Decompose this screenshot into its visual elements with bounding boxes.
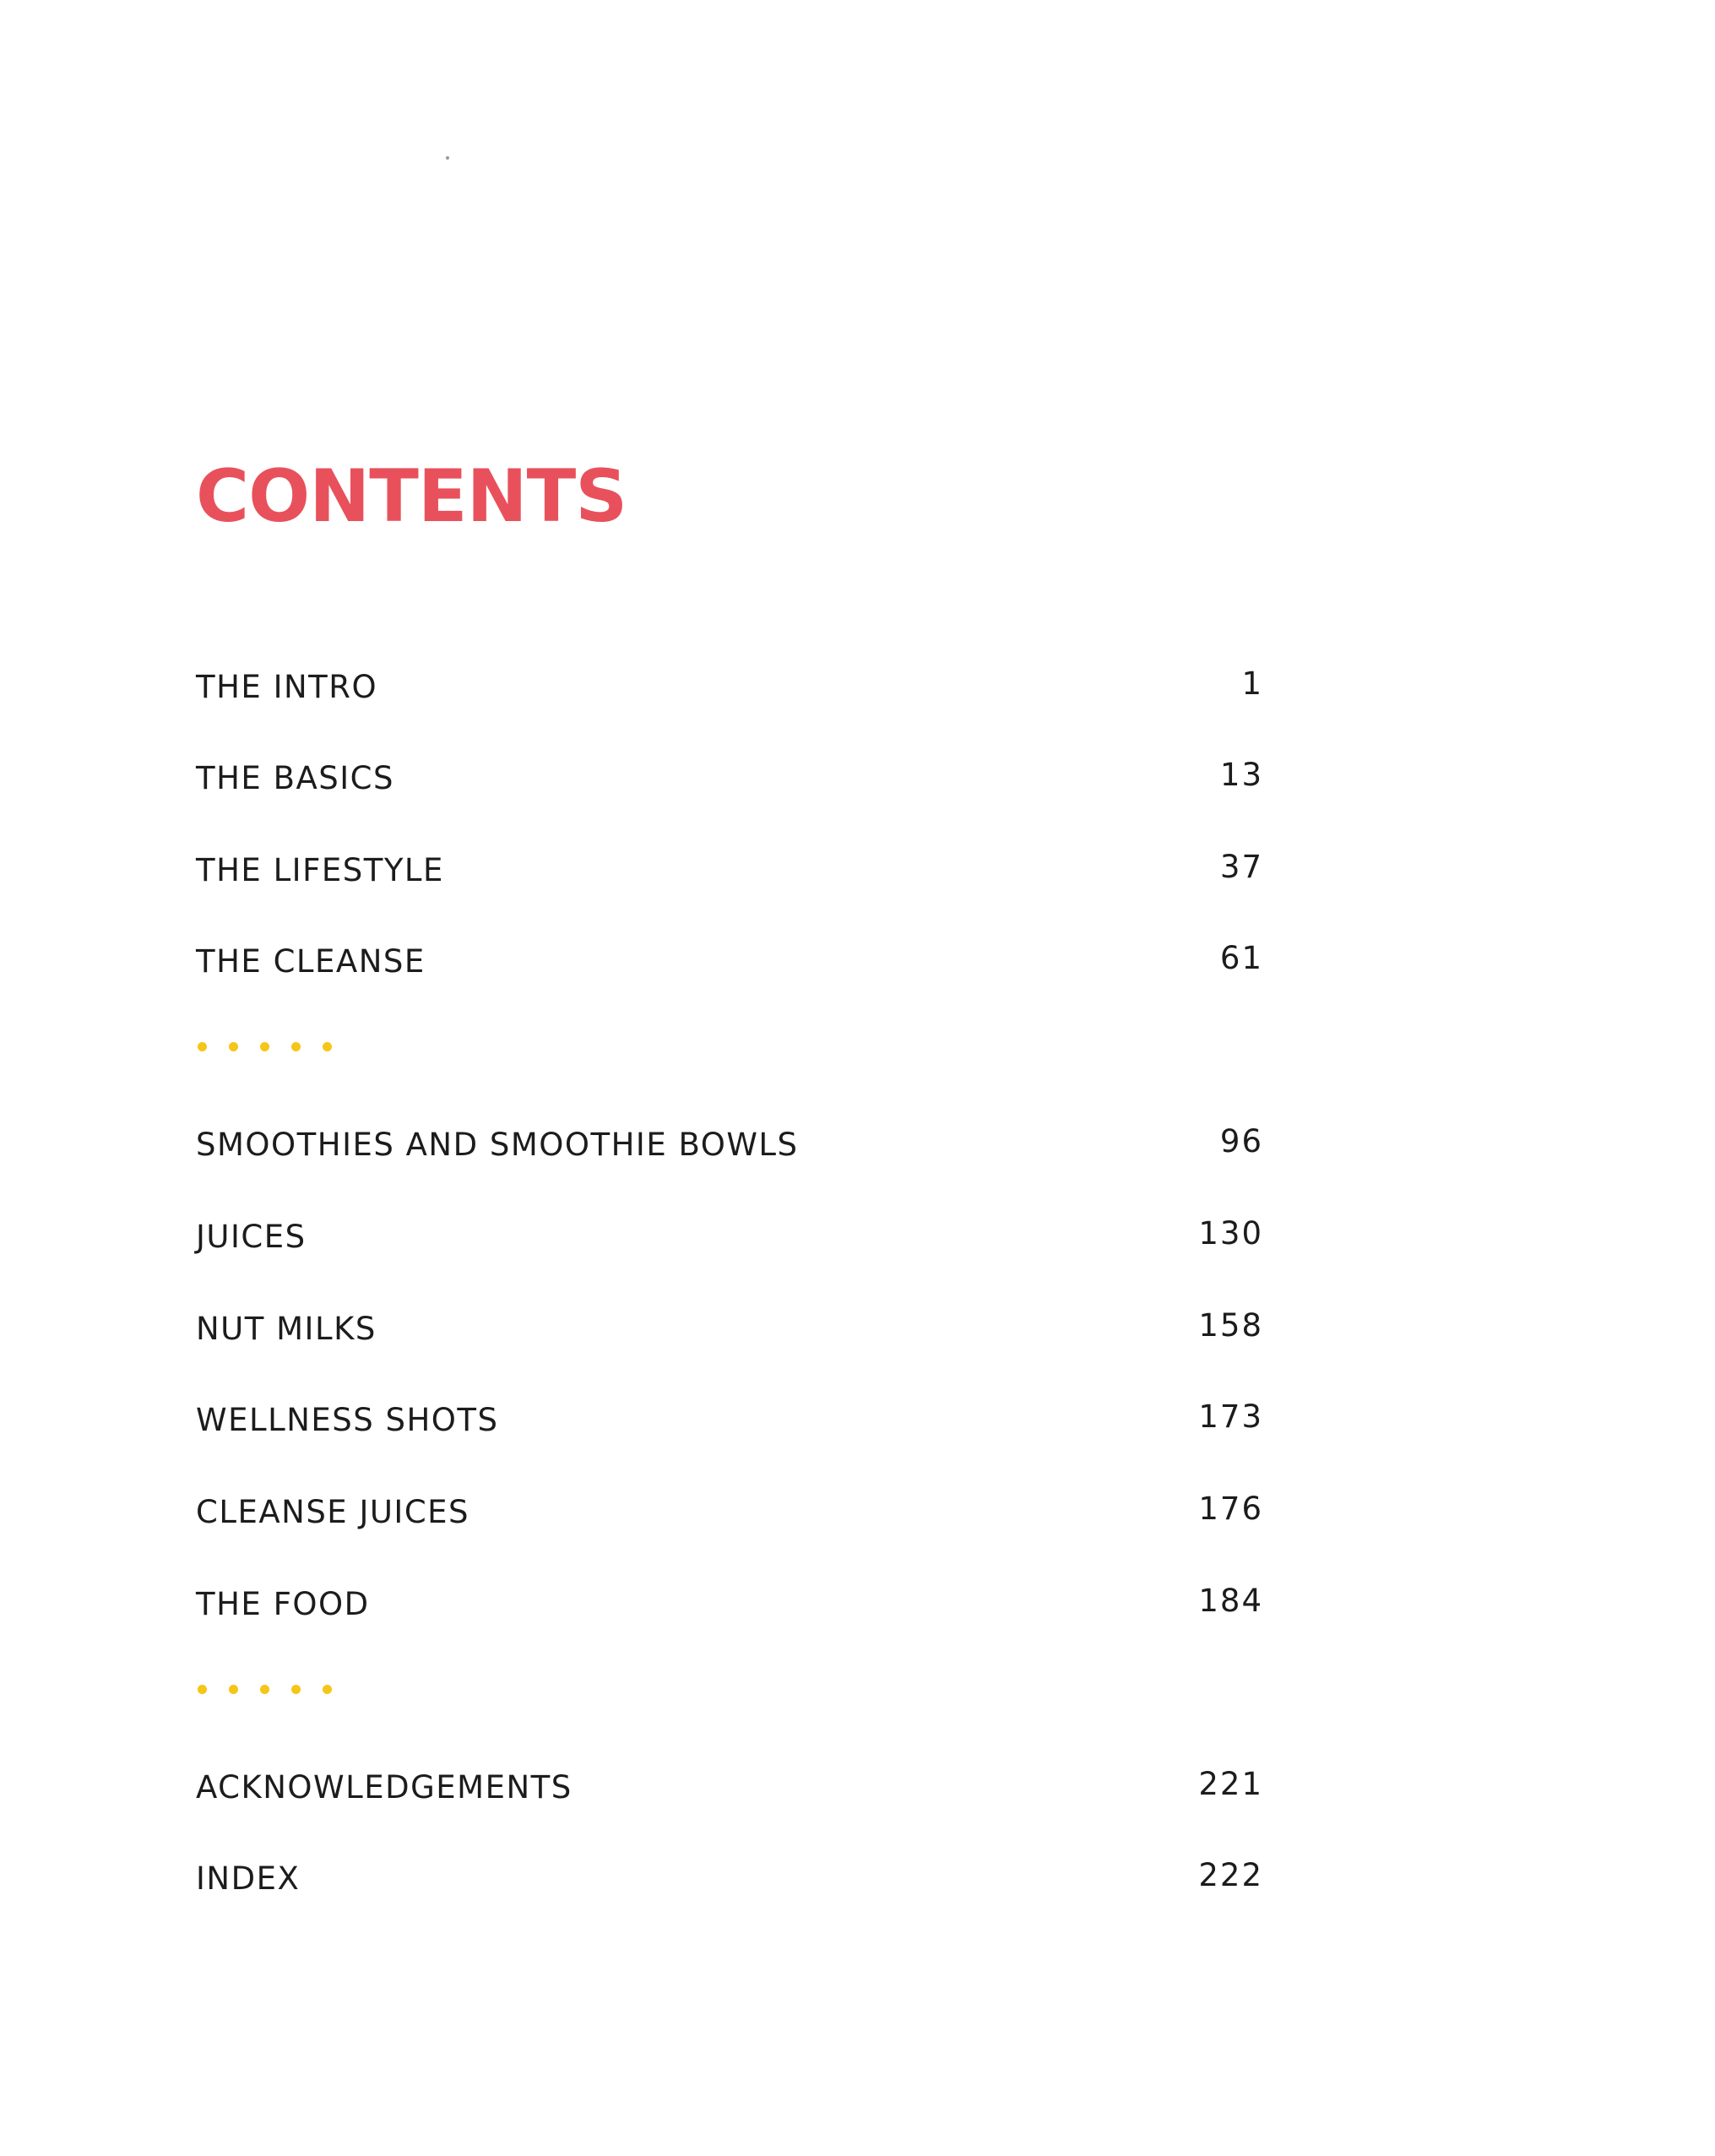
toc-entry-page-number: 61 <box>1219 940 1263 976</box>
page-title: CONTENTS <box>196 454 627 539</box>
toc-entry-label: NUT MILKS <box>196 1311 377 1347</box>
toc-entry-label: THE LIFESTYLE <box>196 852 444 888</box>
separator-dot <box>323 1685 332 1694</box>
toc-entry-label: INDEX <box>196 1860 301 1897</box>
toc-entry-the-food[interactable] <box>196 1569 1263 1620</box>
toc-entry-label: WELLNESS SHOTS <box>196 1402 499 1438</box>
separator-dots <box>198 1042 332 1054</box>
separator-dot <box>323 1042 332 1051</box>
separator-dot <box>291 1685 301 1694</box>
toc-entry-wellness-shots[interactable] <box>196 1385 1263 1436</box>
toc-entry-page-number: 96 <box>1219 1123 1263 1159</box>
separator-dot <box>229 1685 238 1694</box>
toc-entry-page-number: 130 <box>1198 1215 1263 1252</box>
toc-entry-the-intro[interactable] <box>196 652 1263 703</box>
separator-dot <box>198 1685 207 1694</box>
toc-entry-smoothies-and-smoothie-bowls[interactable] <box>196 1110 1263 1163</box>
toc-entry-page-number: 1 <box>1241 665 1263 702</box>
toc-entry-cleanse-juices[interactable] <box>196 1477 1263 1528</box>
separator-dots <box>198 1685 332 1697</box>
toc-entry-label: JUICES <box>196 1219 307 1255</box>
toc-entry-label: ACKNOWLEDGEMENTS <box>196 1769 573 1806</box>
toc-entry-label: THE INTRO <box>196 669 378 705</box>
toc-entry-juices[interactable] <box>196 1202 1263 1255</box>
toc-entry-nut-milks[interactable] <box>196 1294 1263 1347</box>
toc-entry-label: SMOOTHIES AND SMOOTHIE BOWLS <box>196 1127 799 1163</box>
toc-entry-page-number: 222 <box>1198 1857 1263 1893</box>
toc-entry-page-number: 184 <box>1198 1583 1263 1619</box>
toc-entry-index[interactable] <box>196 1844 1263 1897</box>
toc-entry-page-number: 173 <box>1198 1398 1263 1435</box>
toc-entry-page-number: 176 <box>1198 1491 1263 1527</box>
separator-dot <box>260 1685 269 1694</box>
toc-entry-page-number: 158 <box>1198 1307 1263 1344</box>
separator-dot <box>198 1042 207 1051</box>
toc-entry-the-lifestyle[interactable] <box>196 835 1263 886</box>
separator-dot <box>260 1042 269 1051</box>
toc-entry-label: THE FOOD <box>196 1586 370 1622</box>
toc-entry-acknowledgements[interactable] <box>196 1752 1263 1806</box>
toc-entry-page-number: 37 <box>1219 849 1263 885</box>
scan-speck <box>446 156 449 160</box>
toc-entry-label: THE CLEANSE <box>196 943 426 980</box>
toc-entry-page-number: 221 <box>1198 1766 1263 1802</box>
toc-entry-page-number: 13 <box>1219 757 1263 793</box>
toc-entry-label: CLEANSE JUICES <box>196 1494 470 1530</box>
toc-entry-the-basics[interactable] <box>196 743 1263 794</box>
toc-entry-the-cleanse[interactable] <box>196 926 1263 980</box>
separator-dot <box>291 1042 301 1051</box>
toc-entry-label: THE BASICS <box>196 760 394 796</box>
separator-dot <box>229 1042 238 1051</box>
